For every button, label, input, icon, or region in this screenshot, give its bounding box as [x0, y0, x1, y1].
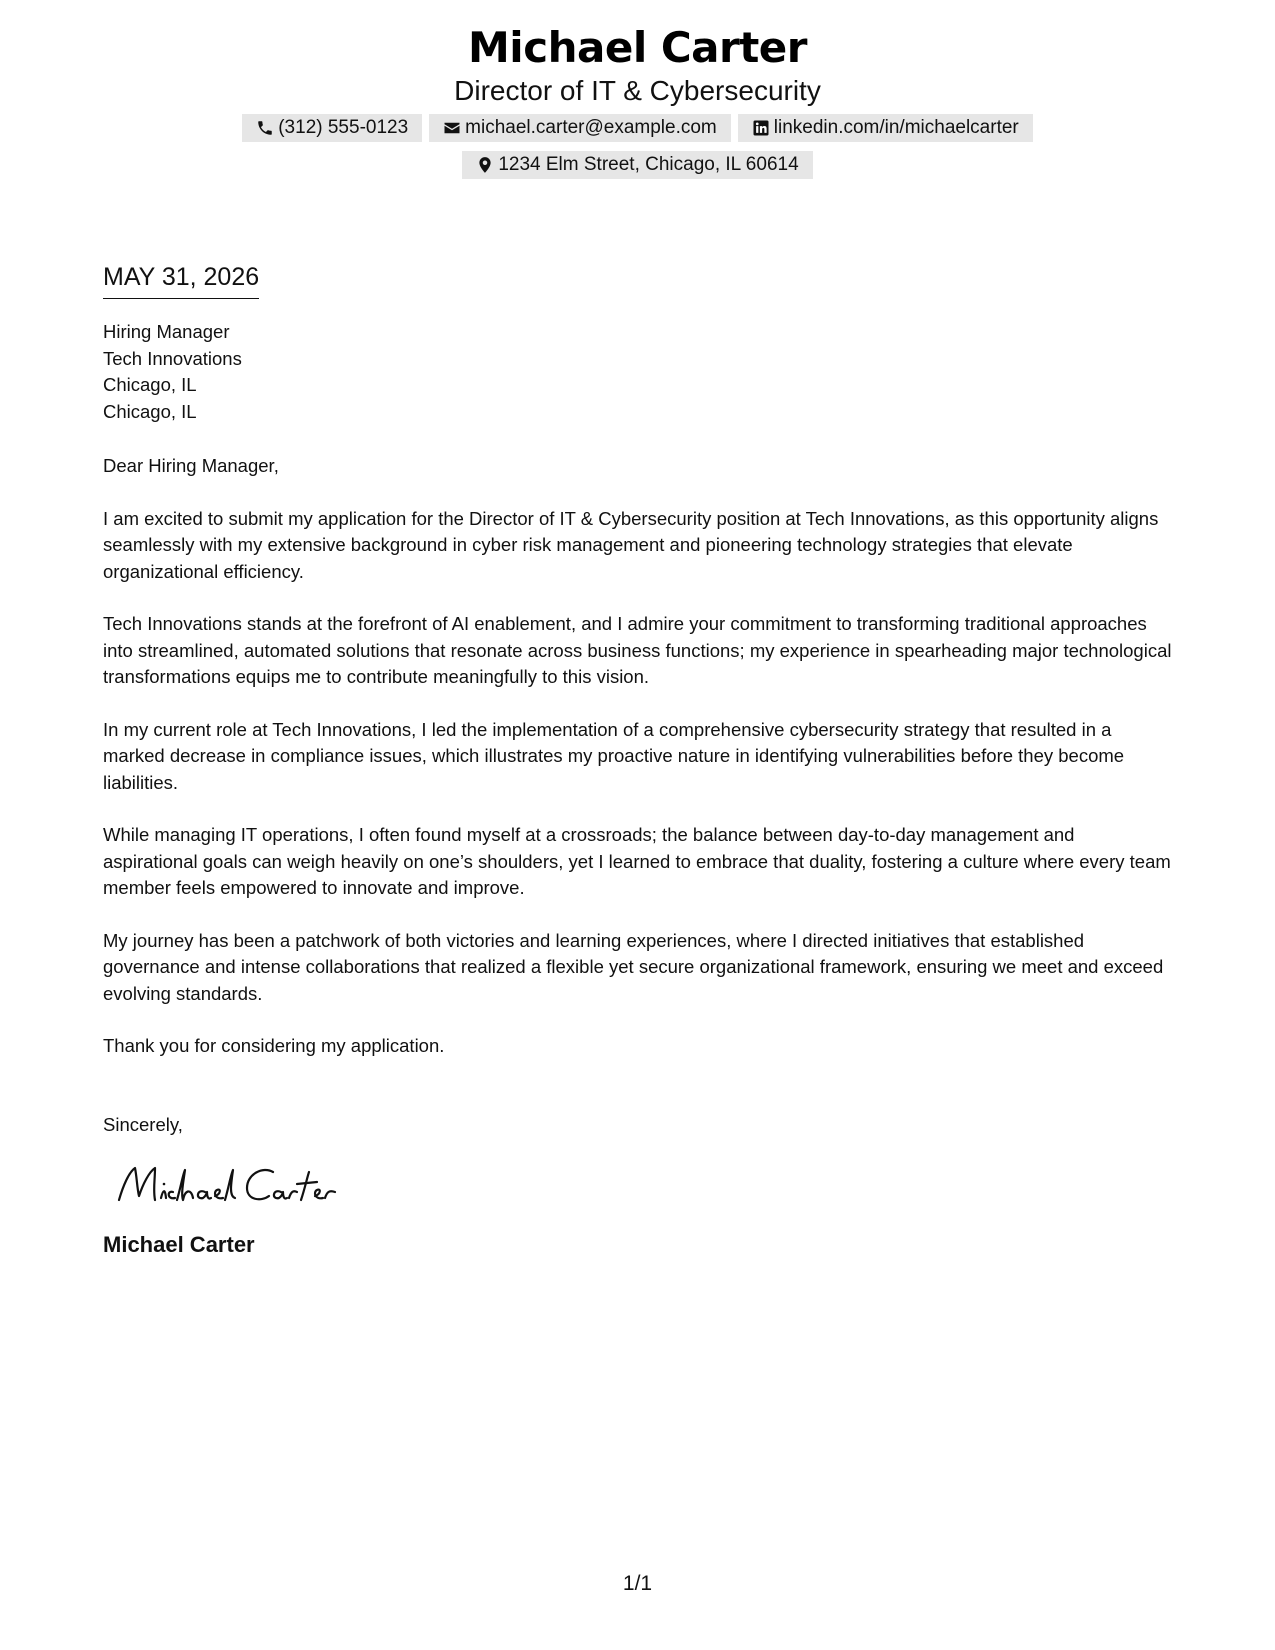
- letter-date: MAY 31, 2026: [103, 262, 259, 299]
- contact-phone-text: (312) 555-0123: [278, 117, 409, 138]
- envelope-icon: [443, 119, 461, 137]
- recipient-line: Chicago, IL: [103, 400, 197, 422]
- contact-linkedin-text: linkedin.com/in/michaelcarter: [773, 117, 1019, 138]
- page-number: 1/1: [622, 1572, 653, 1595]
- signer-name: Michael Carter: [103, 1232, 255, 1257]
- contact-info: [228, 114, 1048, 179]
- body-paragraph: I am excited to submit my application for the Director of IT & Cybersecurity position at Tech Innovations, as this opportunity aligns seamlessly with my extensive background in cyber risk management and pioneering technology strategies that elevate organizational efficiency.: [103, 507, 1159, 582]
- body-paragraph: Thank you for considering my application.: [103, 1035, 445, 1056]
- closing: Sincerely,: [103, 1113, 183, 1135]
- phone-icon: [256, 119, 274, 137]
- letter-body: [103, 262, 1173, 1259]
- contact-phone[interactable]: [242, 114, 422, 142]
- body-paragraph: While managing IT operations, I often found myself at a crossroads; the balance between day-to-day management and aspirational goals can weigh heavily on one’s shoulders, yet I learned to embrace that duality, fostering a culture where every team member feels empowered to innovate and improve.: [103, 824, 1171, 898]
- recipient-block: [103, 319, 1173, 425]
- recipient-line: Hiring Manager: [103, 321, 230, 342]
- body-paragraph: Tech Innovations stands at the forefront of AI enablement, and I admire your commitment to transforming traditional approaches into streamlined, automated solutions that resonate across business functions; my experience in spearheading major technological transformations equips me to contribute meaningfully to this vision.: [103, 613, 1172, 687]
- applicant-title: Director of IT & Cybersecurity: [454, 75, 821, 106]
- contact-address: [462, 151, 812, 179]
- signature-image: [111, 1156, 371, 1212]
- contact-email[interactable]: [429, 114, 731, 142]
- recipient-line: Tech Innovations: [103, 347, 242, 369]
- linkedin-icon: [752, 119, 770, 137]
- recipient-line: Chicago, IL: [103, 374, 197, 395]
- body-paragraph: In my current role at Tech Innovations, I led the implementation of a comprehensive cybersecurity strategy that resulted in a marked decrease in compliance issues, which illustrates my proactive nature in identifying vulnerabilities before they become liabilities.: [103, 718, 1125, 793]
- contact-address-text: 1234 Elm Street, Chicago, IL 60614: [498, 154, 799, 175]
- map-pin-icon: [476, 156, 494, 174]
- letter-header: [0, 22, 1275, 179]
- body-paragraph: My journey has been a patchwork of both victories and learning experiences, where I directed initiatives that established governance and intense collaborations that realized a flexible yet secure organizational framework, ensuring we meet and exceed evolving standards.: [103, 929, 1164, 1004]
- contact-email-text: michael.carter@example.com: [465, 117, 717, 138]
- salutation: Dear Hiring Manager,: [103, 455, 279, 476]
- contact-linkedin[interactable]: [738, 114, 1033, 142]
- applicant-name: Michael Carter: [468, 23, 807, 72]
